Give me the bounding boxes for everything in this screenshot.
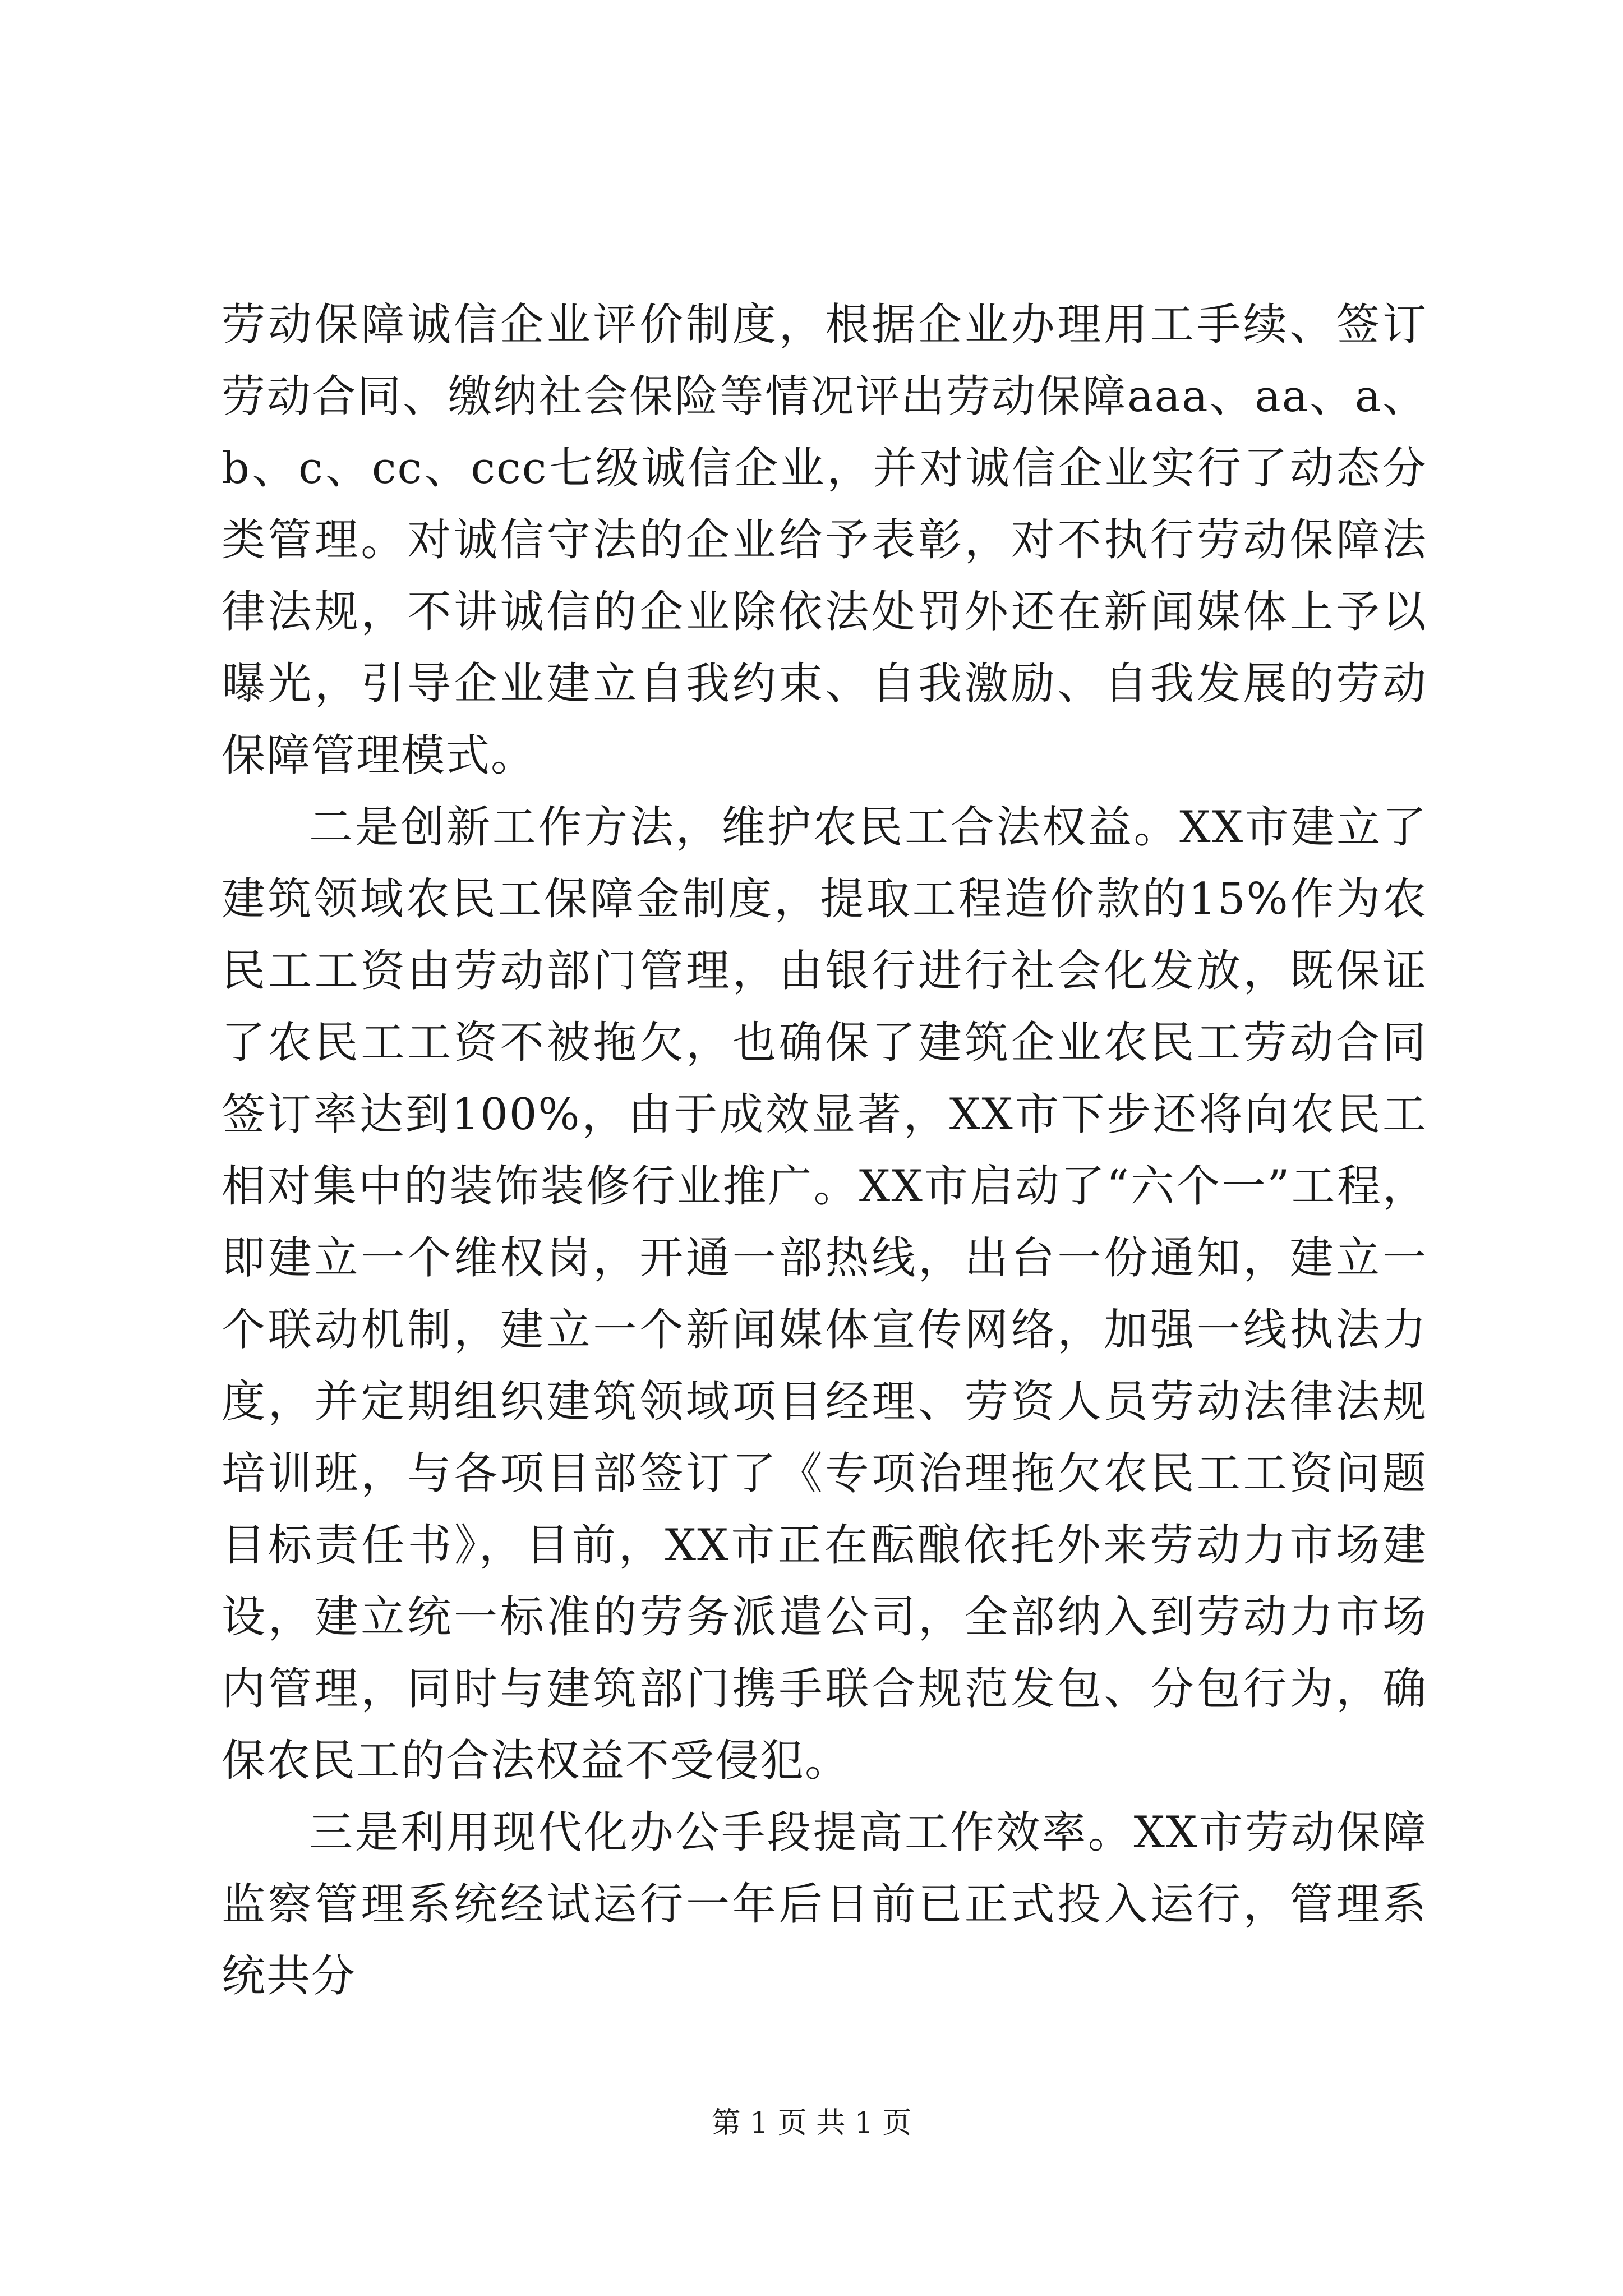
page-footer <box>0 2104 1623 2143</box>
page-number-label: 第 1 页 共 1 页 <box>711 2106 912 2140</box>
paragraph-1: 劳动保障诚信企业评价制度，根据企业办理用工手续、签订劳动合同、缴纳社会保险等情况评出劳动保障aaa、aa、a、b、c、cc、ccc七级诚信企业，并对诚信企业实行了动态分类管理。对诚信守法的企业给予表彰，对不执行劳动保障法律法规，不讲诚信的企业除依法处罚外还在新闻媒体上予以曝光，引导企业建立自我约束、自我激励、自我发展的劳动保障管理模式。 <box>222 300 1427 781</box>
paragraph-2: 二是创新工作方法，维护农民工合法权益。XX市建立了建筑领域农民工保障金制度，提取工程造价款的15%作为农民工工资由劳动部门管理，由银行进行社会化发放，既保证了农民工工资不被拖欠，也确保了建筑企业农民工劳动合同签订率达到100%，由于成效显著，XX市下步还将向农民工相对集中的装饰装修行业推广。XX市启动了“六个一”工程，即建立一个维权岗，开通一部热线，出台一份通知，建立一个联动机制，建立一个新闻媒体宣传网络，加强一线执法力度，并定期组织建筑领域项目经理、劳资人员劳动法律法规培训班，与各项目部签订了《专项治理拖欠农民工工资问题目标责任书》，目前，XX市正在酝酿依托外来劳动力市场建设，建立统一标准的劳务派遣公司，全部纳入到劳动力市场内管理，同时与建筑部门携手联合规范发包、分包行为，确保农民工的合法权益不受侵犯。 <box>222 802 1427 1786</box>
paragraph-3: 三是利用现代化办公手段提高工作效率。XX市劳动保障监察管理系统经试运行一年后日前已正式投入运行，管理系统共分 <box>222 1807 1427 2001</box>
document-body <box>222 289 1427 2012</box>
